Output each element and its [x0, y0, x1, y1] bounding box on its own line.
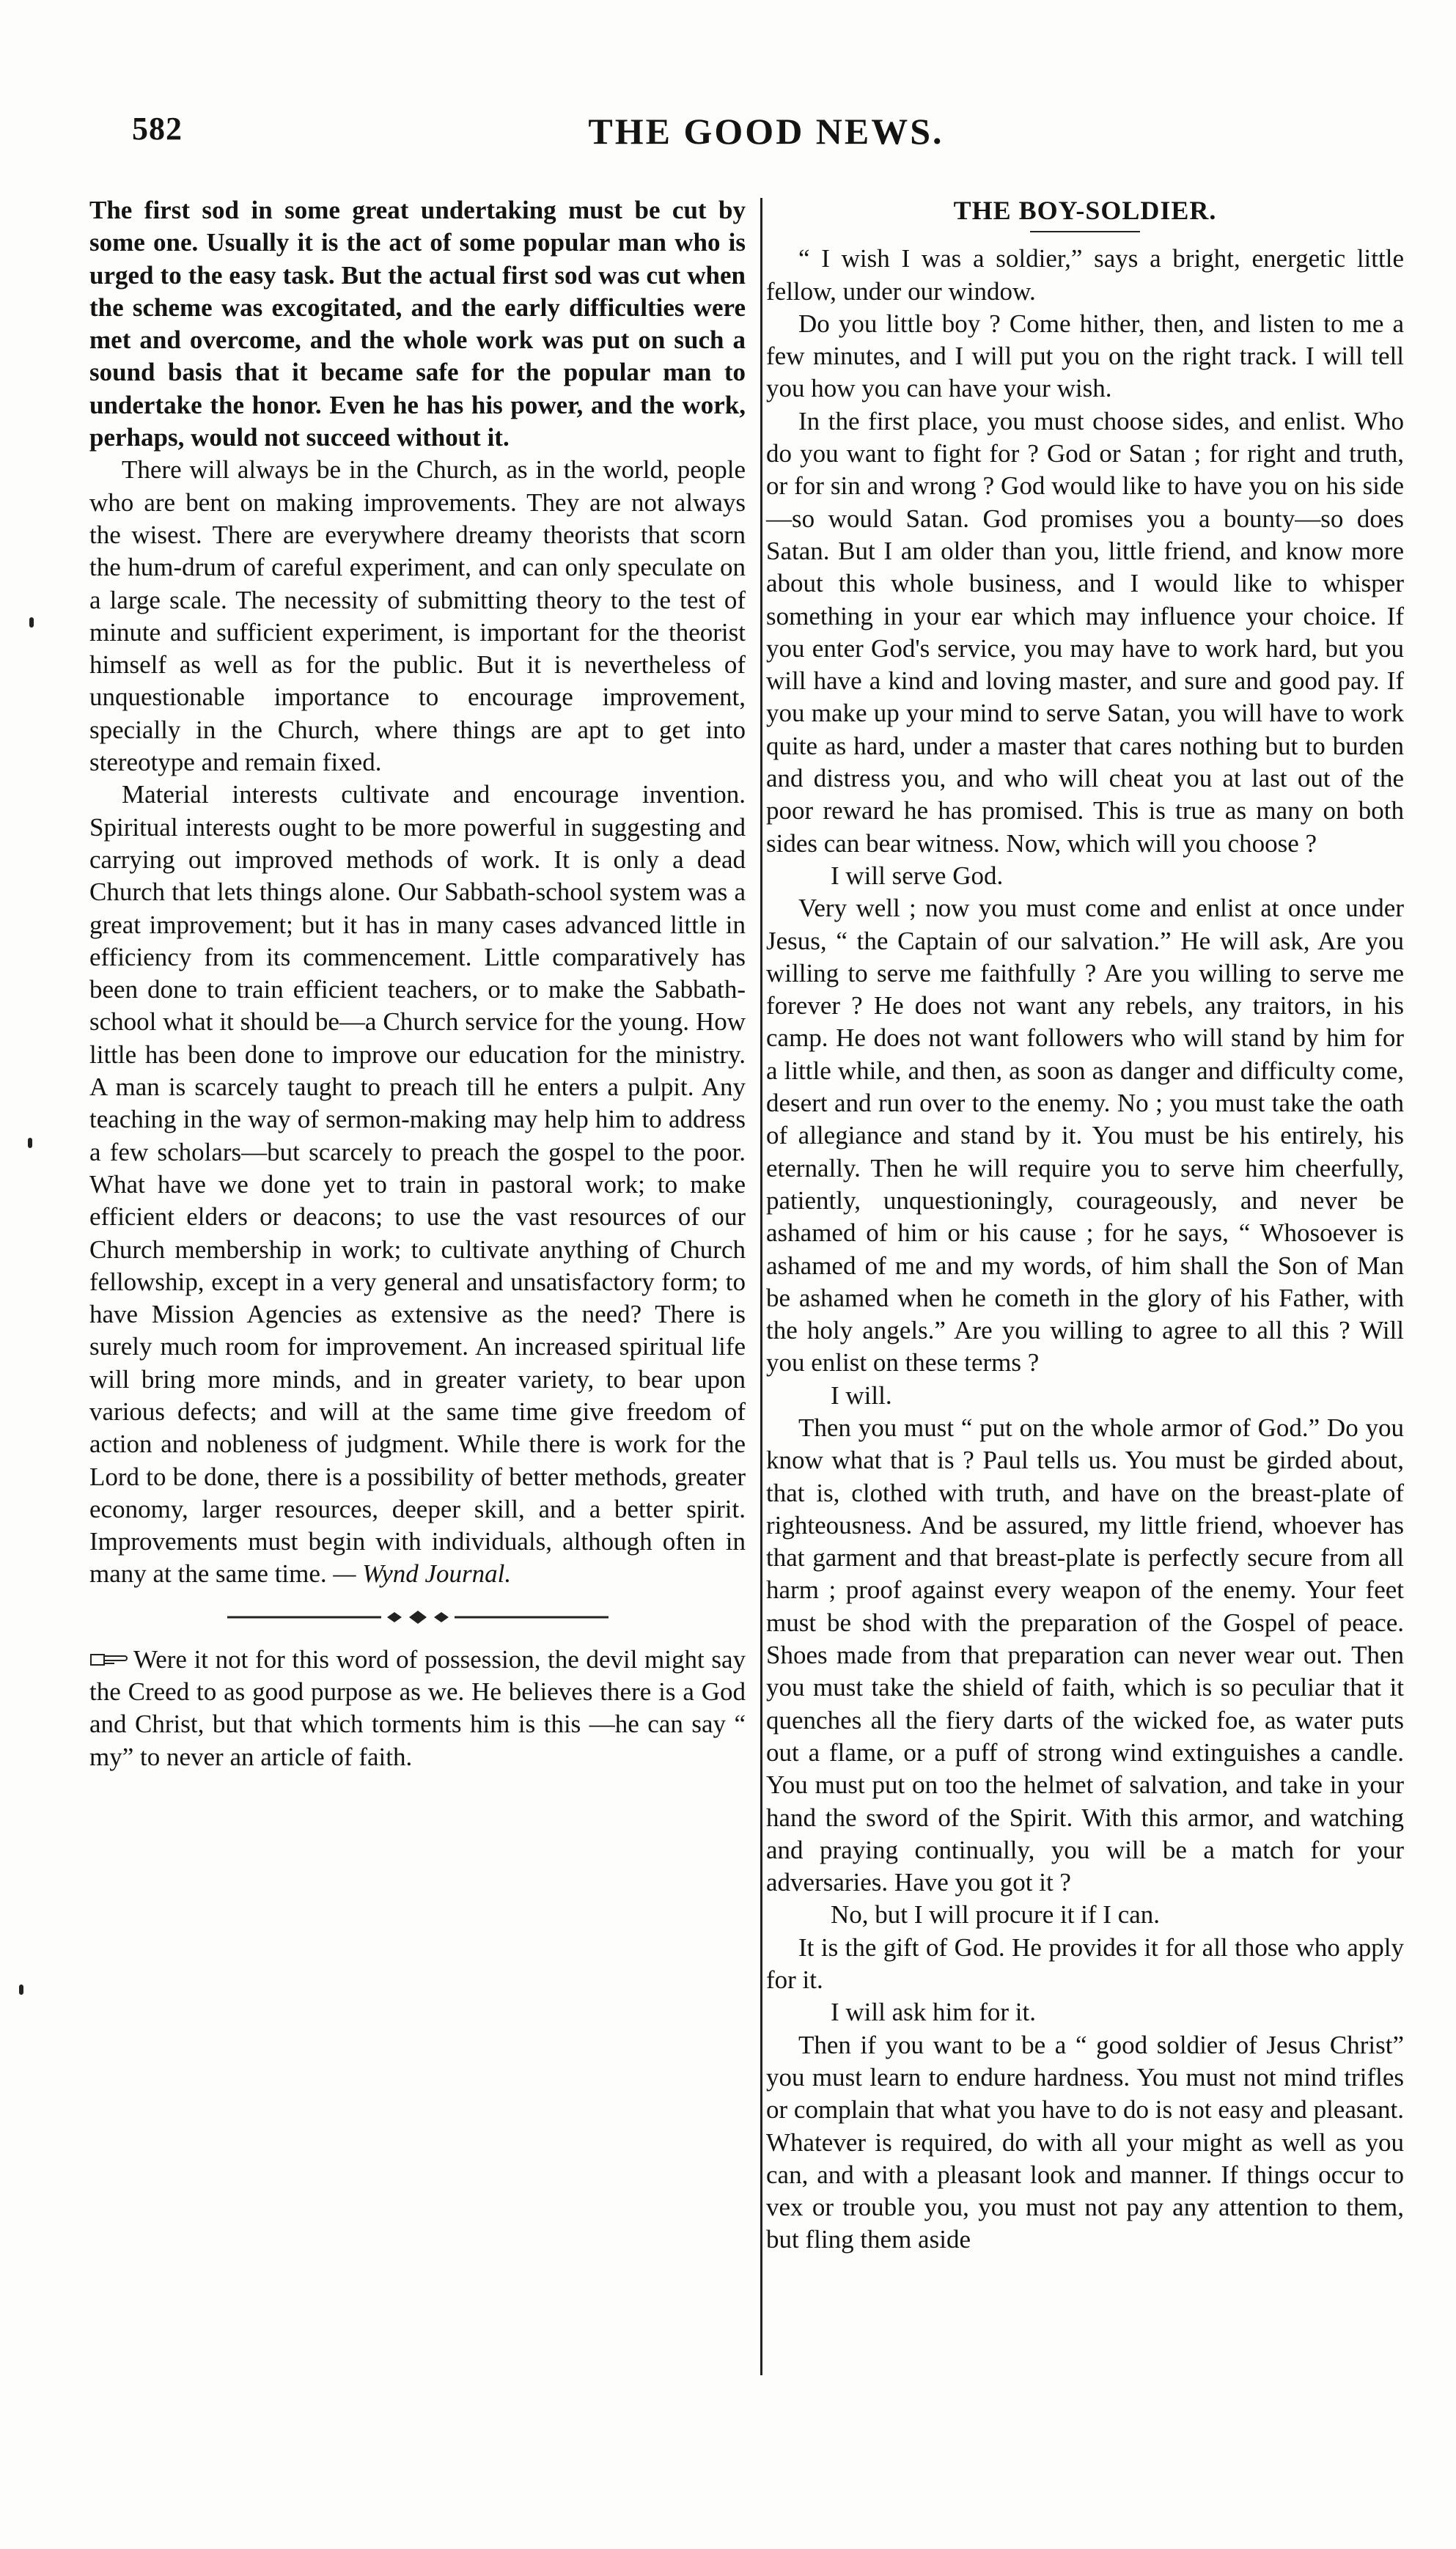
left-column	[89, 194, 746, 1773]
paragraph: The first sod in some great undertaking must be cut by some one. Usually it is the act of some popular man who is urged to the easy task. But the actual first sod was cut when the scheme was excogitated, and the early difficulties were met and overcome, and the whole work was put on such a sound basis that it became safe for the popular man to undertake the honor. Even he has his power, and the work, perhaps, would not succeed without it.	[89, 196, 746, 452]
running-title: THE GOOD NEWS.	[588, 111, 944, 152]
note-block	[89, 1644, 746, 1773]
note-text: Were it not for this word of possession, the devil might say the Creed to as good purpose as we. He believes there is a God and Christ, but that which torments him is this —he can say “ my” to never an article of faith.	[89, 1644, 746, 1771]
answer-line: I will.	[831, 1380, 892, 1410]
answer-line: No, but I will procure it if I can.	[831, 1900, 1161, 1930]
section-ornament	[89, 1610, 746, 1625]
source-credit: — Wynd Journal.	[333, 1559, 512, 1589]
paragraph: Then you must “ put on the whole armor of God.” Do you know what that is ? Paul tells us. You must be girded about, that is, clothed with truth, and have on the breast-plate of righteousness. And be assured, my little friend, whoever has that garment and that breast-plate is perfectly secure from all harm ; proof against every weapon of the enemy. Your feet must be shod with the preparation of the Gospel of peace. Shoes made from that preparation can never wear out. Then you must take the shield of faith, which is so peculiar that it quenches all the fiery darts of the wicked foe, as water puts out a flame, or a puff of strong wind extinguishes a candle. You must put on too the helmet of salvation, and take in your hand the sword of the Spirit. With this armor, and watching and praying continually, you will be a match for your adversaries. Have you got it ?	[766, 1413, 1404, 1897]
paragraph: “ I wish I was a soldier,” says a bright, energetic little fellow, under our window.	[766, 244, 1404, 306]
paragraph-text: Material interests cultivate and encourage invention. Spiritual interests ought to be more powerful in suggesting and carrying out improved methods of work. It is only a dead Church that lets things alone. Our Sabbath-school system was a great improvement; but it has in many cases advanced little in efficiency from its commencement. Little comparatively has been done to train efficient teachers, or to make the Sabbath-school what it should be—a Church service for the young. How little has been done to improve our education for the ministry. A man is scarcely taught to preach till he enters a pulpit. Any teaching in the way of sermon-making may help him to address a few scholars—but scarcely to preach the gospel to the poor. What have we done yet to train in pastoral work; to make efficient elders or deacons; to use the vast resources of our Church membership in work; to cultivate anything of Church fellowship, except in a very general and unsatisfactory form; to have Mission Agencies as extensive as the need? There is surely much room for improvement. An increased spiritual life will bring more minds, and in greater variety, to bear upon various defects; and will at the same time give freedom of action and nobleness of judgment. While there is work for the Lord to be done, there is a possibility of better methods, greater economy, larger resources, deeper skill, and a better spirit. Improvements must begin with individuals, although often in many at the same time.	[89, 780, 746, 1589]
pointing-hand-icon	[89, 1650, 128, 1669]
margin-mark	[19, 1985, 23, 1995]
paragraph: It is the gift of God. He provides it for all those who apply for it.	[766, 1932, 1404, 1995]
article-title: THE BOY-SOLDIER.	[953, 196, 1217, 225]
answer-line: I will serve God.	[831, 861, 1004, 890]
paragraph: There will always be in the Church, as in the world, people who are bent on making improvements. They are not always the wisest. There are everywhere dreamy theorists that scorn the hum-drum of careful experiment, and can only speculate on a large scale. The necessity of submitting theory to the test of minute and sufficient experiment, is important for the theorist himself as well as for the public. But it is nevertheless of unquestionable importance to encourage improvement, specially in the Church, where things are apt to get into stereotype and remain fixed.	[89, 455, 746, 777]
paragraph: In the first place, you must choose sides, and enlist. Who do you want to fight for ? God or Satan ; for right and truth, or for sin and wrong ? God would like to have you on his side—so would Satan. God promises you a bounty—so does Satan. But I am older than you, little friend, and know more about this whole business, and I would like to whisper something in your ear which may influence your choice. If you enter God's service, you may have to work hard, but you will have a kind and loving master, and sure and good pay. If you make up your mind to serve Satan, you will have to work quite as hard, under a master that cares nothing but to burden and distress you, and who will cheat you at last out of the poor reward he has promised. This is true as many on both sides can bear witness. Now, which will you choose ?	[766, 406, 1404, 858]
paragraph: Then if you want to be a “ good soldier of Jesus Christ” you must learn to endure hardness. You must not mind trifles or complain that what you have to do is not easy and pleasant. Whatever is required, do with all your might as well as you can, and with a pleasant look and manner. If things occur to vex or trouble you, you must not pay any attention to them, but fling them aside	[766, 2030, 1404, 2254]
page-number: 582	[132, 111, 183, 147]
column-divider	[760, 198, 762, 2375]
answer-line: I will ask him for it.	[831, 1998, 1036, 2027]
ornamental-rule-icon	[227, 1610, 608, 1625]
paragraph: Do you little boy ? Come hither, then, and listen to me a few minutes, and I will put you on the right track. I will tell you how you can have your wish.	[766, 309, 1404, 403]
page-header	[132, 110, 1400, 176]
paragraph: Very well ; now you must come and enlist at once under Jesus, “ the Captain of our salvation.” He will ask, Are you willing to serve me faithfully ? Are you willing to serve me forever ? He does not want any rebels, any traitors, in his camp. He does not want followers who will stand by him for a little while, and then, as soon as danger and difficulty come, desert and run over to the enemy. No ; you must take the oath of allegiance and stand by it. You must be his entirely, his eternally. Then he will require you to serve him cheerfully, patiently, unquestioningly, courageously, and never be ashamed of him or his cause ; for he says, “ Whosoever is ashamed of me and my words, of him shall the Son of Man be ashamed when he cometh in the glory of his Father, with the holy angels.” Are you willing to agree to all this ? Will you enlist on these terms ?	[766, 894, 1404, 1378]
paragraph	[89, 779, 746, 1590]
right-column	[766, 194, 1404, 2256]
title-rule	[1030, 231, 1140, 232]
note-paragraph	[89, 1644, 746, 1773]
margin-mark	[28, 1138, 32, 1148]
margin-mark	[29, 617, 34, 628]
